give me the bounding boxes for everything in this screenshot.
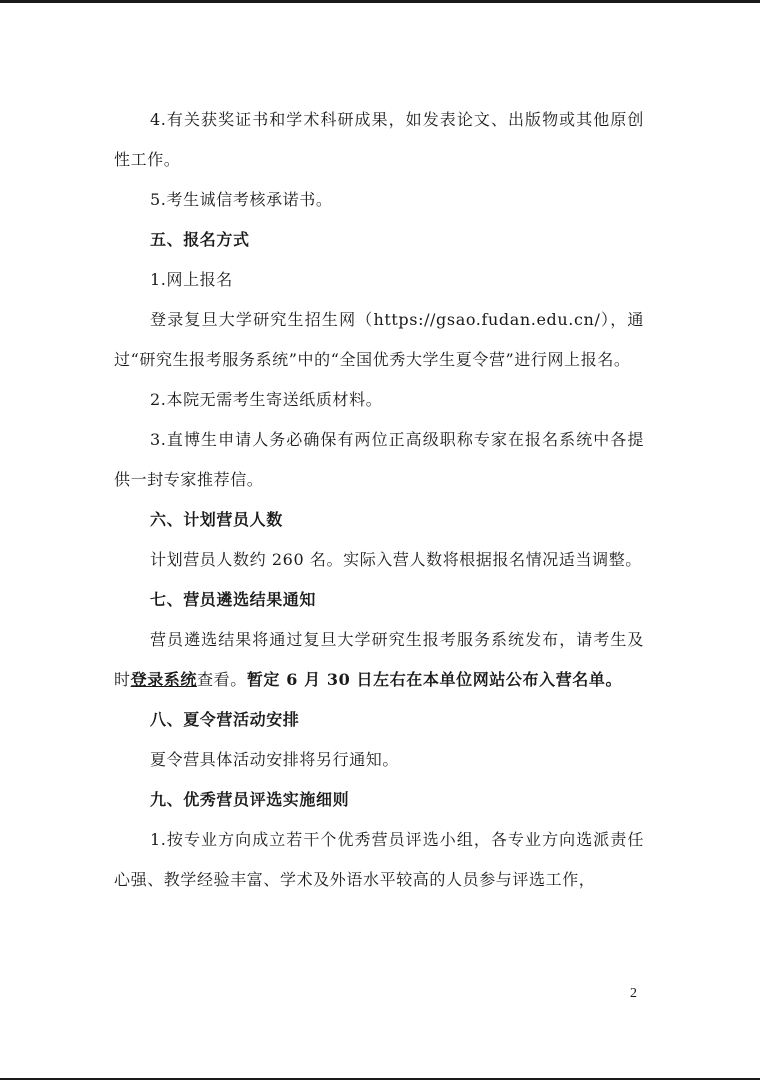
registration-instructions: 登录复旦大学研究生招生网（https://gsao.fudan.edu.cn/），通过“研究生报考服务系统”中的“全国优秀大学生夏令营”进行网上报名。 [114, 310, 644, 369]
evaluation-rule-1: 1.按专业方向成立若干个优秀营员评选小组，各专业方向选派责任心强、教学经验丰富、学术及外语水平较高的人员参与评选工作， [114, 830, 644, 889]
page-number: 2 [630, 986, 637, 1001]
login-system-link[interactable]: 登录系统 [130, 670, 198, 689]
section-heading-8: 八、夏令营活动安排 [150, 710, 300, 729]
item-recommendation-letters: 3.直博生申请人务必确保有两位正高级职称专家在报名系统中各提供一封专家推荐信。 [114, 430, 644, 489]
selection-text: 营员遴选结果将通过复旦大学研究生报考服务系统发布，请考生及时 [114, 630, 644, 689]
section-heading-5: 五、报名方式 [150, 230, 250, 249]
section-heading-6: 六、计划营员人数 [150, 510, 283, 529]
planned-participants: 计划营员人数约 260 名。实际入营人数将根据报名情况适当调整。 [150, 550, 642, 569]
activity-arrangement: 夏令营具体活动安排将另行通知。 [150, 750, 400, 769]
selection-result-notice [114, 620, 644, 700]
item-4-awards: 4.有关获奖证书和学术科研成果，如发表论文、出版物或其他原创性工作。 [114, 110, 644, 169]
section-heading-9: 九、优秀营员评选实施细则 [150, 790, 350, 809]
view-text: 查看。 [197, 670, 247, 689]
announcement-date-text: 暂定 6 月 30 日左右在本单位网站公布入营名单。 [246, 670, 623, 689]
item-no-paper-materials: 2.本院无需考生寄送纸质材料。 [150, 390, 383, 409]
item-online-registration: 1.网上报名 [150, 270, 233, 289]
section-heading-7: 七、营员遴选结果通知 [150, 590, 317, 609]
document-body [114, 100, 644, 900]
item-5-integrity: 5.考生诚信考核承诺书。 [150, 190, 333, 209]
page-top-border [0, 0, 760, 3]
